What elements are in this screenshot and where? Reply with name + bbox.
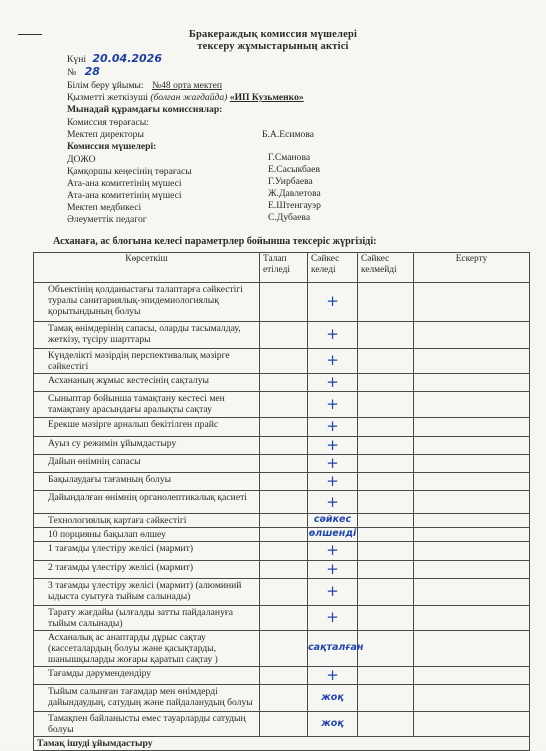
commission-heading: Мынадай құрамдағы комиссиялар: <box>67 104 223 115</box>
organization-label: Білім беру ұйымы: <box>67 80 144 91</box>
compliance-mark: + <box>308 392 358 418</box>
member-name: С.Дубаева <box>268 212 311 223</box>
table-row <box>34 528 530 542</box>
number-label: № <box>67 67 77 78</box>
required-cell <box>260 491 308 514</box>
indicator-cell: Тағамды дәрумендендіру <box>34 667 260 685</box>
supplier-label: Қызметті жеткізуші <box>67 92 148 103</box>
organization-line <box>67 80 222 91</box>
member-role: Ата-ана комитетінің мүшесі <box>67 190 182 201</box>
noncompliant-cell <box>358 528 414 542</box>
compliance-mark: + <box>308 454 358 472</box>
noncompliant-cell <box>358 283 414 322</box>
member-role: Мектеп медбикесі <box>67 202 142 213</box>
note-cell <box>414 418 530 436</box>
chair-label: Комиссия төрағасы: <box>67 117 149 128</box>
required-cell <box>260 685 308 712</box>
section-title: Тамақ ішуді ұйымдастыру <box>34 737 530 751</box>
required-cell <box>260 392 308 418</box>
compliance-mark: + <box>308 560 358 578</box>
chair-role: Мектеп директоры <box>67 129 144 140</box>
table-row <box>34 491 530 514</box>
column-header-note: Ескерту <box>414 253 530 283</box>
organization-value: №48 орта мектеп <box>151 80 222 91</box>
indicator-cell: Тамақ өнімдерінің сапасы, оларды тасымалдау, жеткізу, түсіру шарттары <box>34 322 260 349</box>
compliance-mark: + <box>308 542 358 560</box>
compliance-mark: + <box>308 322 358 349</box>
note-cell <box>414 514 530 528</box>
date-line <box>67 53 162 66</box>
indicator-cell: Асхананың жұмыс кестесінің сақталуы <box>34 374 260 392</box>
noncompliant-cell <box>358 542 414 560</box>
compliance-mark: + <box>308 605 358 630</box>
note-cell <box>414 454 530 472</box>
member-name: Г.Уирбаева <box>268 176 313 187</box>
required-cell <box>260 528 308 542</box>
number-line <box>67 66 100 79</box>
member-name: Г.Сманова <box>268 152 311 163</box>
table-row <box>34 392 530 418</box>
required-cell <box>260 322 308 349</box>
number-value: 28 <box>84 65 100 78</box>
note-cell <box>414 349 530 374</box>
note-cell <box>414 630 530 666</box>
compliance-mark: өлшенді <box>308 528 358 542</box>
section-row <box>34 737 530 751</box>
member-name: Е.Сасыкбаев <box>268 164 320 175</box>
table-row <box>34 605 530 630</box>
date-value: 20.04.2026 <box>92 52 162 65</box>
date-label: Күні <box>67 54 86 65</box>
compliance-mark: + <box>308 349 358 374</box>
compliance-mark: + <box>308 491 358 514</box>
member-name: Ж.Давлетова <box>268 188 321 199</box>
indicator-cell: Дайындалған өнімнің органолептикалық қасиеті <box>34 491 260 514</box>
noncompliant-cell <box>358 667 414 685</box>
member-role: ДОЖО <box>67 154 96 165</box>
noncompliant-cell <box>358 560 414 578</box>
note-cell <box>414 712 530 737</box>
compliance-mark: + <box>308 418 358 436</box>
noncompliant-cell <box>358 454 414 472</box>
column-header-required: Талап етіледі <box>260 253 308 283</box>
table-row <box>34 712 530 737</box>
noncompliant-cell <box>358 392 414 418</box>
document-title-line1: Бракераждық комиссия мүшелері <box>188 29 358 40</box>
required-cell <box>260 578 308 605</box>
indicator-cell: Сыныптар бойынша тамақтану кестесі мен тамақтану арасындағы аралықты сақтау <box>34 392 260 418</box>
required-cell <box>260 542 308 560</box>
table-row <box>34 630 530 666</box>
table-row <box>34 322 530 349</box>
indicator-cell: Ауыз су режимін ұйымдастыру <box>34 436 260 454</box>
table-row <box>34 473 530 491</box>
noncompliant-cell <box>358 322 414 349</box>
indicator-cell: 2 тағамды үлестіру желісі (мармит) <box>34 560 260 578</box>
compliance-mark: + <box>308 667 358 685</box>
note-cell <box>414 283 530 322</box>
table-row <box>34 436 530 454</box>
inspection-intro: Асханаға, ас блогына келесі параметрлер бойынша тексеріс жүргізіді: <box>53 236 377 247</box>
column-header-noncompliant: Сәйкес келмейді <box>358 253 414 283</box>
note-cell <box>414 578 530 605</box>
required-cell <box>260 712 308 737</box>
indicator-cell: Технологиялық картаға сәйкестігі <box>34 514 260 528</box>
required-cell <box>260 473 308 491</box>
noncompliant-cell <box>358 418 414 436</box>
indicator-cell: Ерекше мәзірге арналып бекітілген прайс <box>34 418 260 436</box>
compliance-mark: жоқ <box>308 685 358 712</box>
table-row <box>34 667 530 685</box>
note-cell <box>414 542 530 560</box>
table-header-row <box>34 253 530 283</box>
noncompliant-cell <box>358 605 414 630</box>
required-cell <box>260 283 308 322</box>
table-row <box>34 349 530 374</box>
noncompliant-cell <box>358 630 414 666</box>
member-role: Қамқоршы кеңесінің төрағасы <box>67 166 192 177</box>
supplier-line <box>67 92 304 103</box>
required-cell <box>260 418 308 436</box>
required-cell <box>260 560 308 578</box>
indicator-cell: 3 тағамды үлестіру желісі (мармит) (алюминий ыдыста суытуға тыйым салынады) <box>34 578 260 605</box>
noncompliant-cell <box>358 374 414 392</box>
table-row <box>34 542 530 560</box>
noncompliant-cell <box>358 685 414 712</box>
compliance-mark: + <box>308 374 358 392</box>
indicator-cell: 1 тағамды үлестіру желісі (мармит) <box>34 542 260 560</box>
inspection-table <box>33 252 530 751</box>
required-cell <box>260 436 308 454</box>
compliance-mark: + <box>308 473 358 491</box>
compliance-mark: + <box>308 578 358 605</box>
table-row <box>34 374 530 392</box>
table-row <box>34 514 530 528</box>
required-cell <box>260 667 308 685</box>
compliance-mark: сақталған <box>308 630 358 666</box>
document-title-line2: тексеру жұмыстарының актісі <box>197 41 349 52</box>
table-row <box>34 685 530 712</box>
noncompliant-cell <box>358 491 414 514</box>
supplier-note: (болған жағдайда) <box>150 92 228 103</box>
table-row <box>34 560 530 578</box>
indicator-cell: Асханалық ас анаптарды дұрыс сақтау (кассеталардың болуы және қасықтарды, шанышқыларды жоғары қаратып сақтау ) <box>34 630 260 666</box>
indicator-cell: Күнделікті мәзірдің перспективалық мәзірге сәйкестігі <box>34 349 260 374</box>
required-cell <box>260 374 308 392</box>
member-role: Ата-ана комитетінің мүшесі <box>67 178 182 189</box>
note-cell <box>414 667 530 685</box>
member-name: Е.Штенгауэр <box>268 200 321 211</box>
note-cell <box>414 685 530 712</box>
indicator-cell: 10 порцияны бақылап өлшеу <box>34 528 260 542</box>
note-cell <box>414 605 530 630</box>
note-cell <box>414 491 530 514</box>
compliance-mark: + <box>308 436 358 454</box>
note-cell <box>414 322 530 349</box>
table-row <box>34 578 530 605</box>
note-cell <box>414 560 530 578</box>
noncompliant-cell <box>358 473 414 491</box>
required-cell <box>260 349 308 374</box>
indicator-cell: Объектінің қолданыстағы талаптарға сәйкестігі туралы санитариялық-эпидемиологиялық қорытындының болуы <box>34 283 260 322</box>
required-cell <box>260 514 308 528</box>
required-cell <box>260 454 308 472</box>
column-header-indicator: Көрсеткіш <box>34 253 260 283</box>
required-cell <box>260 630 308 666</box>
noncompliant-cell <box>358 436 414 454</box>
compliance-mark: жоқ <box>308 712 358 737</box>
compliance-mark: сәйкес <box>308 514 358 528</box>
noncompliant-cell <box>358 578 414 605</box>
compliance-mark: + <box>308 283 358 322</box>
table-row <box>34 283 530 322</box>
table-row <box>34 454 530 472</box>
noncompliant-cell <box>358 349 414 374</box>
member-role: Әлеуметтік педагог <box>67 214 147 225</box>
note-cell <box>414 436 530 454</box>
members-label: Комиссия мүшелері: <box>67 141 157 152</box>
indicator-cell: Бақылаудағы тағамның болуы <box>34 473 260 491</box>
noncompliant-cell <box>358 514 414 528</box>
note-cell <box>414 392 530 418</box>
supplier-value: «ИП Кузьменко» <box>229 92 304 103</box>
indicator-cell: Тыйым салынған тағамдар мен өнімдерді дайындаудың, сатудың және пайдаланудың болуы <box>34 685 260 712</box>
chair-name: Б.А.Есимова <box>262 129 315 140</box>
indicator-cell: Дайын өнімнің сапасы <box>34 454 260 472</box>
note-cell <box>414 473 530 491</box>
required-cell <box>260 605 308 630</box>
indicator-cell: Тамақпен байланысты емес тауарларды сатудың болуы <box>34 712 260 737</box>
note-cell <box>414 528 530 542</box>
table-row <box>34 418 530 436</box>
column-header-compliant: Сәйкес келеді <box>308 253 358 283</box>
note-cell <box>414 374 530 392</box>
indicator-cell: Тарату жағдайы (ылғалды затты пайдалануға тыйым салынады) <box>34 605 260 630</box>
noncompliant-cell <box>358 712 414 737</box>
